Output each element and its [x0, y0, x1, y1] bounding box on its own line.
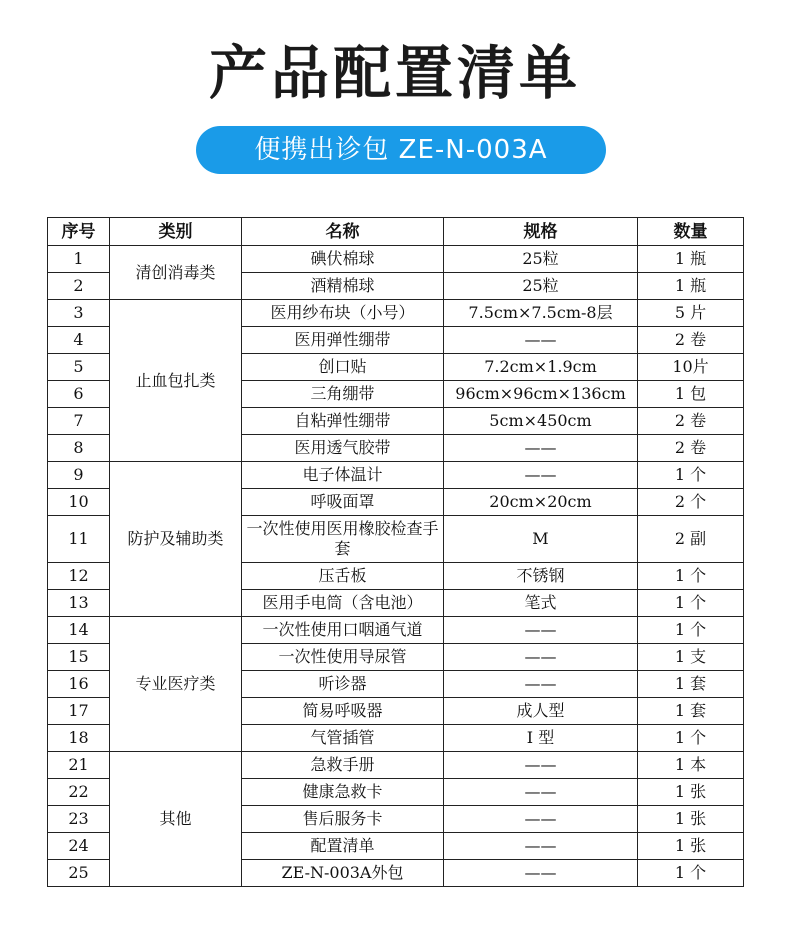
- row-qty: 1 张: [638, 806, 744, 833]
- header-qty: 数量: [638, 218, 744, 246]
- table-header-row: [48, 218, 744, 246]
- row-qty: 1 个: [638, 462, 744, 489]
- row-no: 12: [48, 563, 110, 590]
- config-table: [47, 217, 744, 887]
- row-spec: 笔式: [444, 590, 638, 617]
- category-cell: 清创消毒类: [110, 246, 242, 300]
- row-no: 2: [48, 273, 110, 300]
- row-no: 9: [48, 462, 110, 489]
- row-name: 碘伏棉球: [242, 246, 444, 273]
- header-spec: 规格: [444, 218, 638, 246]
- row-qty: 1 张: [638, 833, 744, 860]
- row-spec: 20cm×20cm: [444, 489, 638, 516]
- row-no: 23: [48, 806, 110, 833]
- row-spec: 25粒: [444, 273, 638, 300]
- row-no: 4: [48, 327, 110, 354]
- row-spec: 7.5cm×7.5cm-8层: [444, 300, 638, 327]
- row-spec: ——: [444, 779, 638, 806]
- row-name: 自粘弹性绷带: [242, 408, 444, 435]
- row-name: 一次性使用导尿管: [242, 644, 444, 671]
- row-qty: 1 个: [638, 725, 744, 752]
- row-name: 医用纱布块（小号）: [242, 300, 444, 327]
- row-qty: 2 副: [638, 516, 744, 563]
- page-title: 产品配置清单: [208, 39, 581, 107]
- row-qty: 1 瓶: [638, 246, 744, 273]
- category-cell: 专业医疗类: [110, 617, 242, 752]
- row-name: 售后服务卡: [242, 806, 444, 833]
- row-spec: ——: [444, 617, 638, 644]
- row-no: 14: [48, 617, 110, 644]
- row-spec: 5cm×450cm: [444, 408, 638, 435]
- row-no: 18: [48, 725, 110, 752]
- table-row: [48, 752, 744, 779]
- table-row: [48, 462, 744, 489]
- row-spec: ——: [444, 752, 638, 779]
- row-name: 配置清单: [242, 833, 444, 860]
- row-name: 酒精棉球: [242, 273, 444, 300]
- row-qty: 1 张: [638, 779, 744, 806]
- row-spec: ——: [444, 671, 638, 698]
- row-spec: 25粒: [444, 246, 638, 273]
- row-no: 6: [48, 381, 110, 408]
- row-qty: 1 个: [638, 563, 744, 590]
- row-qty: 1 个: [638, 617, 744, 644]
- table-row: [48, 246, 744, 273]
- row-name: 创口贴: [242, 354, 444, 381]
- row-name: 简易呼吸器: [242, 698, 444, 725]
- row-name: 三角绷带: [242, 381, 444, 408]
- row-name: 气管插管: [242, 725, 444, 752]
- row-qty: 1 支: [638, 644, 744, 671]
- row-spec: ——: [444, 833, 638, 860]
- row-qty: 2 卷: [638, 435, 744, 462]
- row-no: 11: [48, 516, 110, 563]
- header-category: 类别: [110, 218, 242, 246]
- row-no: 3: [48, 300, 110, 327]
- row-no: 17: [48, 698, 110, 725]
- row-name: 医用弹性绷带: [242, 327, 444, 354]
- header-no: 序号: [48, 218, 110, 246]
- row-spec: ——: [444, 435, 638, 462]
- row-spec: 不锈钢: [444, 563, 638, 590]
- category-cell: 防护及辅助类: [110, 462, 242, 617]
- table-row: [48, 617, 744, 644]
- row-spec: ——: [444, 644, 638, 671]
- row-no: 16: [48, 671, 110, 698]
- row-spec: M: [444, 516, 638, 563]
- row-spec: I 型: [444, 725, 638, 752]
- row-qty: 1 本: [638, 752, 744, 779]
- row-name: 一次性使用口咽通气道: [242, 617, 444, 644]
- category-cell: 止血包扎类: [110, 300, 242, 462]
- row-name: 医用透气胶带: [242, 435, 444, 462]
- row-name: 一次性使用医用橡胶检查手套: [242, 516, 444, 563]
- row-qty: 2 卷: [638, 408, 744, 435]
- row-qty: 1 个: [638, 590, 744, 617]
- row-no: 7: [48, 408, 110, 435]
- row-no: 22: [48, 779, 110, 806]
- row-qty: 1 包: [638, 381, 744, 408]
- row-spec: ——: [444, 327, 638, 354]
- row-qty: 10片: [638, 354, 744, 381]
- category-cell: 其他: [110, 752, 242, 887]
- row-qty: 1 套: [638, 698, 744, 725]
- row-no: 13: [48, 590, 110, 617]
- row-name: 压舌板: [242, 563, 444, 590]
- row-spec: 7.2cm×1.9cm: [444, 354, 638, 381]
- row-spec: ——: [444, 462, 638, 489]
- row-name: 电子体温计: [242, 462, 444, 489]
- row-qty: 2 个: [638, 489, 744, 516]
- row-qty: 2 卷: [638, 327, 744, 354]
- row-spec: ——: [444, 860, 638, 887]
- row-name: 急救手册: [242, 752, 444, 779]
- row-no: 8: [48, 435, 110, 462]
- row-qty: 5 片: [638, 300, 744, 327]
- row-no: 5: [48, 354, 110, 381]
- row-qty: 1 瓶: [638, 273, 744, 300]
- row-name: 医用手电筒（含电池）: [242, 590, 444, 617]
- row-spec: 成人型: [444, 698, 638, 725]
- row-no: 25: [48, 860, 110, 887]
- row-name: ZE-N-003A外包: [242, 860, 444, 887]
- row-spec: 96cm×96cm×136cm: [444, 381, 638, 408]
- row-name: 呼吸面罩: [242, 489, 444, 516]
- row-no: 15: [48, 644, 110, 671]
- row-no: 1: [48, 246, 110, 273]
- row-spec: ——: [444, 806, 638, 833]
- row-qty: 1 个: [638, 860, 744, 887]
- row-qty: 1 套: [638, 671, 744, 698]
- row-no: 21: [48, 752, 110, 779]
- product-subtitle-badge: 便携出诊包 ZE-N-003A: [196, 126, 606, 174]
- header-name: 名称: [242, 218, 444, 246]
- row-name: 健康急救卡: [242, 779, 444, 806]
- row-no: 24: [48, 833, 110, 860]
- row-no: 10: [48, 489, 110, 516]
- row-name: 听诊器: [242, 671, 444, 698]
- table-row: [48, 300, 744, 327]
